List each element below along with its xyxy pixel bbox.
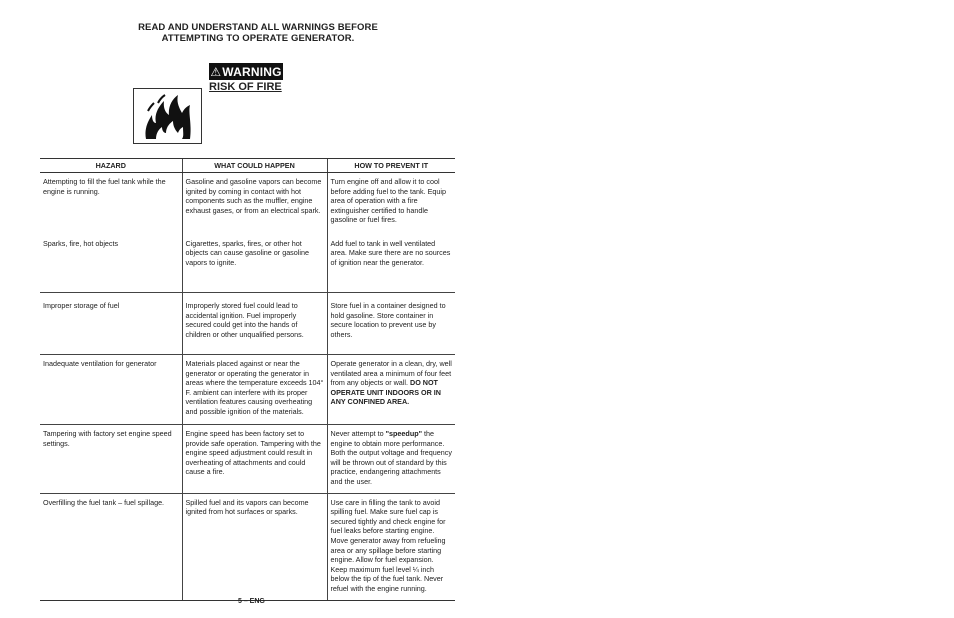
table-row — [40, 493, 455, 600]
hazard-cell: Improper storage of fuel — [40, 293, 182, 355]
fire-icon — [142, 93, 194, 141]
warning-triangle-icon: ⚠ — [210, 64, 222, 79]
prevent-text: the engine to obtain more performance. Both the output voltage and frequency will be thrown out of standard by this practice, endangering attachments and the user. — [330, 429, 452, 486]
warning-label: WARNING — [222, 64, 282, 79]
happen-cell: Materials placed against or near the generator or operating the generator in areas where the temperature exceeds 104° F. ambient can interfere with its proper ventilation features causing overheating and possible ignition of the materials. — [182, 355, 327, 425]
fire-hazard-table — [40, 158, 455, 601]
happen-cell: Gasoline and gasoline vapors can become ignited by coming in contact with hot components such as the muffler, engine exhaust gases, or from an electrical spark. — [182, 173, 327, 235]
fire-icon-box — [133, 88, 202, 144]
prevent-cell — [327, 425, 455, 494]
table-row — [40, 355, 455, 425]
table-row — [40, 173, 455, 235]
hazard-cell: Tampering with factory set engine speed settings. — [40, 425, 182, 494]
prevent-text-pre: Never attempt to — [330, 429, 384, 438]
warning-badge — [209, 63, 283, 80]
table-header-row — [40, 159, 455, 173]
happen-cell: Improperly stored fuel could lead to accidental ignition. Fuel improperly secured could get into the hands of children or other unqualified persons. — [182, 293, 327, 355]
hazard-cell: Attempting to fill the fuel tank while the engine is running. — [43, 177, 166, 196]
hazard-cell: Overfilling the fuel tank – fuel spillage. — [40, 493, 182, 600]
prevent-cell — [327, 355, 455, 425]
heading-line-1: READ AND UNDERSTAND ALL WARNINGS BEFORE — [138, 22, 378, 33]
risk-subtitle: RISK OF FIRE — [209, 81, 282, 93]
hazard-cell: Sparks, fire, hot objects — [40, 235, 182, 293]
happen-cell: Spilled fuel and its vapors can become ignited from hot surfaces or sparks. — [182, 493, 327, 600]
heading-line-2: ATTEMPTING TO OPERATE GENERATOR. — [161, 33, 355, 44]
prevent-bold-speedup: "speedup" — [385, 429, 423, 438]
table-row — [40, 235, 455, 293]
happen-cell: Cigarettes, sparks, fires, or other hot objects can cause gasoline or gasoline vapors to ignite. — [182, 235, 327, 293]
prevent-cell: Use care in filling the tank to avoid spilling fuel. Make sure fuel cap is secured tightly and check engine for fuel leaks before starting engine. Move generator away from refueling area or any spillage before starting engine. Allow for fuel expansion. Keep maximum fuel level ¼ inch below the tip of the fuel tank. Never refuel with the engine running. — [327, 493, 455, 600]
table-row — [40, 425, 455, 494]
prevent-cell: Store fuel in a container designed to hold gasoline. Store container in secure location to prevent use by others. — [327, 293, 455, 355]
happen-cell: Engine speed has been factory set to provide safe operation. Tampering with the engine speed adjustment could result in overheating of attachments and could cause a fire. — [182, 425, 327, 494]
header-how-to-prevent: HOW TO PREVENT IT — [327, 159, 455, 173]
prevent-text: Operate generator in a clean, dry, well ventilated area a minimum of four feet from any objects or wall. — [330, 359, 452, 388]
page-heading — [128, 22, 388, 44]
hazard-cell: Inadequate ventilation for generator — [40, 355, 182, 425]
table-row — [40, 293, 455, 355]
header-hazard: HAZARD — [40, 159, 182, 173]
prevent-bold-warning: DO NOT OPERATE UNIT INDOORS OR IN ANY CONFINED AREA. — [330, 378, 441, 407]
page-number: 5 – ENG — [238, 598, 265, 605]
prevent-cell: Turn engine off and allow it to cool before adding fuel to the tank. Equip area of operation with a fire extinguisher certified to handle gasoline or fuel fires. — [327, 173, 455, 235]
prevent-cell: Add fuel to tank in well ventilated area. Make sure there are no sources of ignition near the generator. — [327, 235, 455, 293]
header-what-could-happen: WHAT COULD HAPPEN — [182, 159, 327, 173]
